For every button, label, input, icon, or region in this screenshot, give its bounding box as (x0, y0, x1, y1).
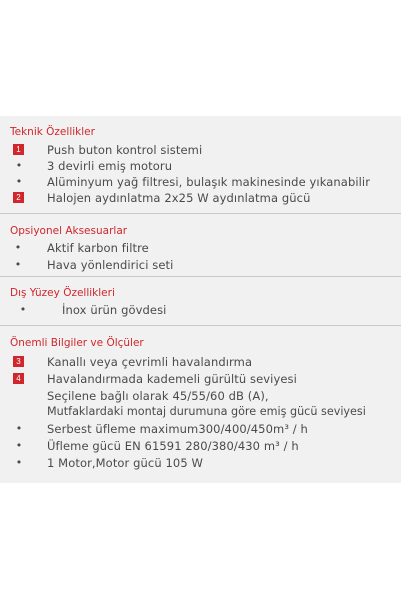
section-exterior-features (0, 276, 401, 325)
number-badge: 1 (13, 144, 24, 155)
list-item-text: Üfleme gücü EN 61591 280/380/430 m³ / h (47, 439, 299, 453)
bullet-icon: • (15, 175, 23, 188)
section-title: Opsiyonel Aksesuarlar (10, 225, 128, 237)
list-item (0, 302, 401, 318)
section-technical-features (0, 116, 401, 212)
bullet-icon: • (14, 258, 22, 271)
section-optional-accessories (0, 213, 401, 276)
list-item (0, 354, 401, 370)
list-item-text: İnox ürün gövdesi (62, 303, 167, 317)
bullet-icon: • (14, 241, 22, 254)
specs-panel (0, 116, 401, 483)
list-item (0, 142, 401, 158)
list-item (0, 455, 401, 471)
section-title: Teknik Özellikler (10, 126, 95, 138)
list-item (0, 371, 401, 387)
section-title: Dış Yüzey Özellikleri (10, 287, 115, 299)
list-item-text: Hava yönlendirici seti (47, 258, 174, 272)
bullet-icon: • (15, 159, 23, 172)
list-item (0, 158, 401, 174)
bullet-icon: • (15, 456, 23, 469)
list-item-text: Aktif karbon filtre (47, 241, 149, 255)
list-item-text: Alüminyum yağ filtresi, bulaşık makinesinde yıkanabilir (47, 175, 371, 189)
list-item-text: Push buton kontrol sistemi (47, 143, 203, 157)
list-item-text: 1 Motor,Motor gücü 105 W (47, 456, 203, 470)
list-item (0, 421, 401, 437)
list-item-text: Seçilene bağlı olarak 45/55/60 dB (A), (47, 389, 269, 403)
bullet-icon: • (15, 422, 23, 435)
section-important-info (0, 325, 401, 484)
list-item (0, 404, 401, 420)
list-item (0, 388, 401, 404)
list-item (0, 257, 401, 273)
list-item (0, 174, 401, 190)
list-item-text: Kanallı veya çevrimli havalandırma (47, 355, 253, 369)
bullet-icon: • (15, 439, 23, 452)
number-badge: 4 (13, 373, 24, 384)
bullet-icon: • (19, 303, 27, 316)
list-item-text: Havalandırmada kademeli gürültü seviyesi (47, 372, 297, 386)
list-item-text: Serbest üfleme maximum300/400/450m³ / h (47, 422, 308, 436)
list-item-text: Mutfaklardaki montaj durumuna göre emiş gücü seviyesi (47, 405, 366, 418)
number-badge: 2 (13, 192, 24, 203)
list-item (0, 190, 401, 206)
section-title: Önemli Bilgiler ve Ölçüler (10, 337, 144, 349)
list-item (0, 438, 401, 454)
list-item (0, 240, 401, 256)
number-badge: 3 (13, 356, 24, 367)
list-item-text: Halojen aydınlatma 2x25 W aydınlatma gücü (47, 191, 311, 205)
list-item-text: 3 devirli emiş motoru (47, 159, 173, 173)
